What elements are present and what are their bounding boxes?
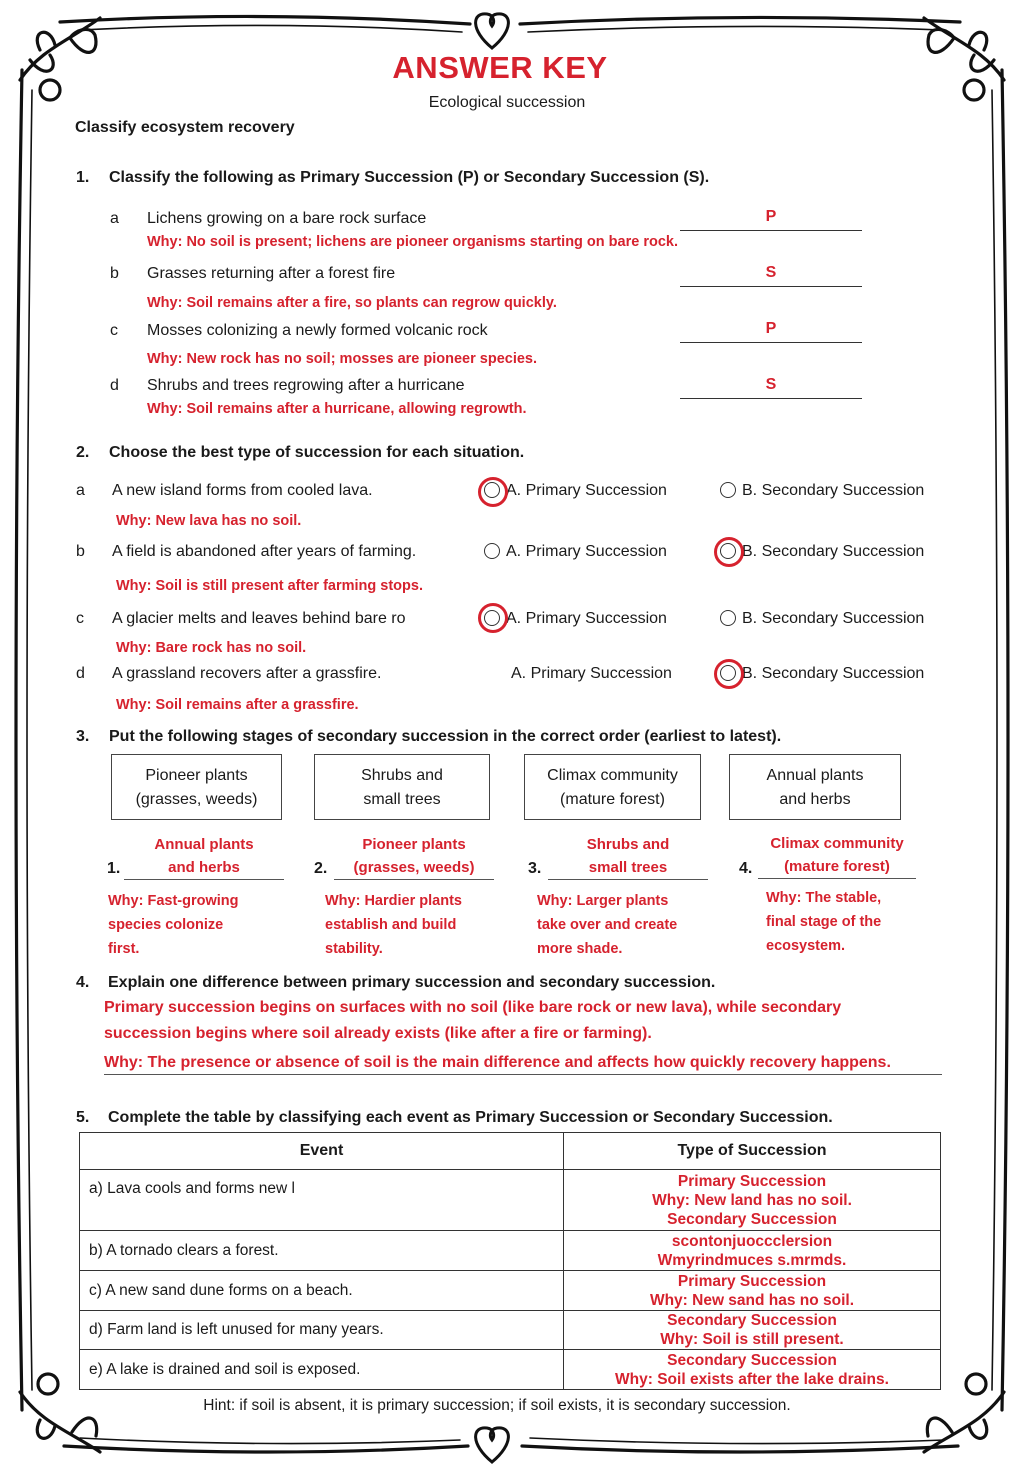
q4-prompt: Explain one difference between primary succession and secondary succession. bbox=[108, 974, 716, 991]
q2-option-b[interactable]: B. Secondary Succession bbox=[720, 543, 924, 561]
q2-prompt: Choose the best type of succession for each situation. bbox=[109, 444, 525, 461]
order-why: Why: The stable, final stage of the ecosystem. bbox=[766, 890, 882, 954]
q2-item-letter: b bbox=[76, 543, 85, 560]
q1-item-text: Grasses returning after a forest fire bbox=[147, 265, 396, 282]
order-answer-field[interactable]: Climax community (mature forest) bbox=[758, 832, 916, 879]
q2-item-letter: c bbox=[76, 610, 84, 627]
q1-answer-field[interactable]: P bbox=[680, 320, 862, 343]
table-row bbox=[80, 1170, 941, 1231]
q1-answer-field[interactable]: S bbox=[680, 264, 862, 287]
stage-card[interactable]: Pioneer plants (grasses, weeds) bbox=[111, 754, 282, 820]
q4-answer-line: Primary succession begins on surfaces with no soil (like bare rock or new lava), while secondary bbox=[104, 999, 842, 1016]
answer-circle-icon bbox=[478, 603, 508, 633]
q1-item-text: Lichens growing on a bare rock surface bbox=[147, 210, 427, 227]
q1-item-letter: b bbox=[110, 265, 119, 282]
q2-item-why: Why: New lava has no soil. bbox=[116, 513, 302, 529]
order-number: 4. bbox=[739, 860, 753, 877]
q2-item-why: Why: Bare rock has no soil. bbox=[116, 640, 307, 656]
type-cell[interactable]: Primary Succession Why: New sand has no soil. bbox=[564, 1271, 941, 1311]
event-cell: b) A tornado clears a forest. bbox=[80, 1231, 564, 1271]
page-subtitle: Ecological succession bbox=[428, 94, 586, 111]
page-title: ANSWER KEY bbox=[392, 50, 608, 85]
q2-item-why: Why: Soil is still present after farming stops. bbox=[116, 578, 423, 594]
q2-option-b[interactable]: B. Secondary Succession bbox=[720, 610, 924, 628]
q3-number: 3. bbox=[76, 728, 90, 745]
q2-option-a[interactable]: A. Primary Succession bbox=[484, 482, 667, 500]
table-header-type: Type of Succession bbox=[564, 1133, 941, 1170]
radio-icon[interactable] bbox=[720, 610, 736, 626]
order-why: Why: Larger plants take over and create more shade. bbox=[537, 893, 678, 957]
q2-item-text: A new island forms from cooled lava. bbox=[112, 482, 373, 499]
answer-circle-icon bbox=[714, 659, 744, 689]
q2-option-b[interactable]: B. Secondary Succession bbox=[720, 482, 924, 500]
q1-answer-field[interactable]: P bbox=[680, 208, 862, 231]
radio-icon[interactable] bbox=[484, 543, 500, 559]
q5-prompt: Complete the table by classifying each event as Primary Succession or Secondary Succession. bbox=[108, 1109, 833, 1126]
q4-why: Why: The presence or absence of soil is the main difference and affects how quickly recovery happens. bbox=[104, 1054, 942, 1075]
radio-icon[interactable] bbox=[720, 482, 736, 498]
section-label: Classify ecosystem recovery bbox=[75, 119, 295, 136]
q1-answer-field[interactable]: S bbox=[680, 376, 862, 399]
type-cell[interactable]: Secondary Succession Why: Soil exists after the lake drains. bbox=[564, 1350, 941, 1390]
q1-number: 1. bbox=[76, 169, 90, 186]
q1-item-why: Why: Soil remains after a fire, so plants can regrow quickly. bbox=[147, 295, 557, 311]
q5-number: 5. bbox=[76, 1109, 90, 1126]
q1-item-why: Why: No soil is present; lichens are pioneer organisms starting on bare rock. bbox=[147, 234, 678, 250]
q1-item-why: Why: Soil remains after a hurricane, allowing regrowth. bbox=[147, 401, 527, 417]
order-number: 3. bbox=[528, 860, 542, 877]
event-cell: e) A lake is drained and soil is exposed. bbox=[80, 1350, 564, 1390]
q4-answer-line: succession begins where soil already exists (like after a fire or farming). bbox=[104, 1025, 652, 1042]
answer-circle-icon bbox=[714, 537, 744, 567]
q1-prompt: Classify the following as Primary Succession (P) or Secondary Succession (S). bbox=[109, 169, 710, 186]
q1-item-letter: c bbox=[110, 322, 118, 339]
event-cell: d) Farm land is left unused for many years. bbox=[80, 1311, 564, 1350]
order-answer-field[interactable]: Pioneer plants (grasses, weeds) bbox=[334, 833, 494, 880]
order-answer-field[interactable]: Annual plants and herbs bbox=[124, 833, 284, 880]
hint-text: Hint: if soil is absent, it is primary succession; if soil exists, it is secondary succession. bbox=[203, 1397, 791, 1414]
q1-item-letter: d bbox=[110, 377, 119, 394]
table-row bbox=[80, 1231, 941, 1271]
succession-table bbox=[79, 1132, 941, 1390]
q4-number: 4. bbox=[76, 974, 90, 991]
q2-item-letter: d bbox=[76, 665, 85, 682]
event-cell: a) Lava cools and forms new l bbox=[80, 1170, 564, 1231]
q2-number: 2. bbox=[76, 444, 90, 461]
table-row bbox=[80, 1350, 941, 1390]
type-cell[interactable]: scontonjuoccclersion Wmyrindmuces s.mrmds. bbox=[564, 1231, 941, 1271]
q2-option-a[interactable]: A. Primary Succession bbox=[511, 665, 672, 682]
q1-item-text: Shrubs and trees regrowing after a hurricane bbox=[147, 377, 465, 394]
stage-card[interactable]: Shrubs and small trees bbox=[314, 754, 490, 820]
table-header-event: Event bbox=[80, 1133, 564, 1170]
q2-item-why: Why: Soil remains after a grassfire. bbox=[116, 697, 359, 713]
type-cell[interactable]: Secondary Succession Why: Soil is still present. bbox=[564, 1311, 941, 1350]
q2-option-a[interactable]: A. Primary Succession bbox=[484, 543, 667, 561]
q2-item-text: A glacier melts and leaves behind bare ro bbox=[112, 610, 406, 627]
q2-item-letter: a bbox=[76, 482, 85, 499]
order-answer-field[interactable]: Shrubs and small trees bbox=[548, 833, 708, 880]
event-cell: c) A new sand dune forms on a beach. bbox=[80, 1271, 564, 1311]
q2-option-b[interactable]: B. Secondary Succession bbox=[720, 665, 924, 683]
order-number: 1. bbox=[107, 860, 121, 877]
type-cell[interactable]: Primary Succession Why: New land has no soil. Secondary Succession bbox=[564, 1170, 941, 1231]
table-row bbox=[80, 1311, 941, 1350]
q2-option-a[interactable]: A. Primary Succession bbox=[484, 610, 667, 628]
q1-item-letter: a bbox=[110, 210, 119, 227]
q3-prompt: Put the following stages of secondary succession in the correct order (earliest to latest). bbox=[109, 728, 782, 745]
order-why: Why: Fast-growing species colonize first. bbox=[108, 893, 239, 957]
answer-circle-icon bbox=[478, 477, 508, 507]
table-row bbox=[80, 1271, 941, 1311]
stage-card[interactable]: Annual plants and herbs bbox=[729, 754, 901, 820]
q1-item-text: Mosses colonizing a newly formed volcanic rock bbox=[147, 322, 488, 339]
q2-item-text: A grassland recovers after a grassfire. bbox=[112, 665, 382, 682]
order-why: Why: Hardier plants establish and build stability. bbox=[325, 893, 462, 957]
q2-item-text: A field is abandoned after years of farming. bbox=[112, 543, 417, 560]
q1-item-why: Why: New rock has no soil; mosses are pioneer species. bbox=[147, 351, 538, 367]
order-number: 2. bbox=[314, 860, 328, 877]
stage-card[interactable]: Climax community (mature forest) bbox=[524, 754, 701, 820]
